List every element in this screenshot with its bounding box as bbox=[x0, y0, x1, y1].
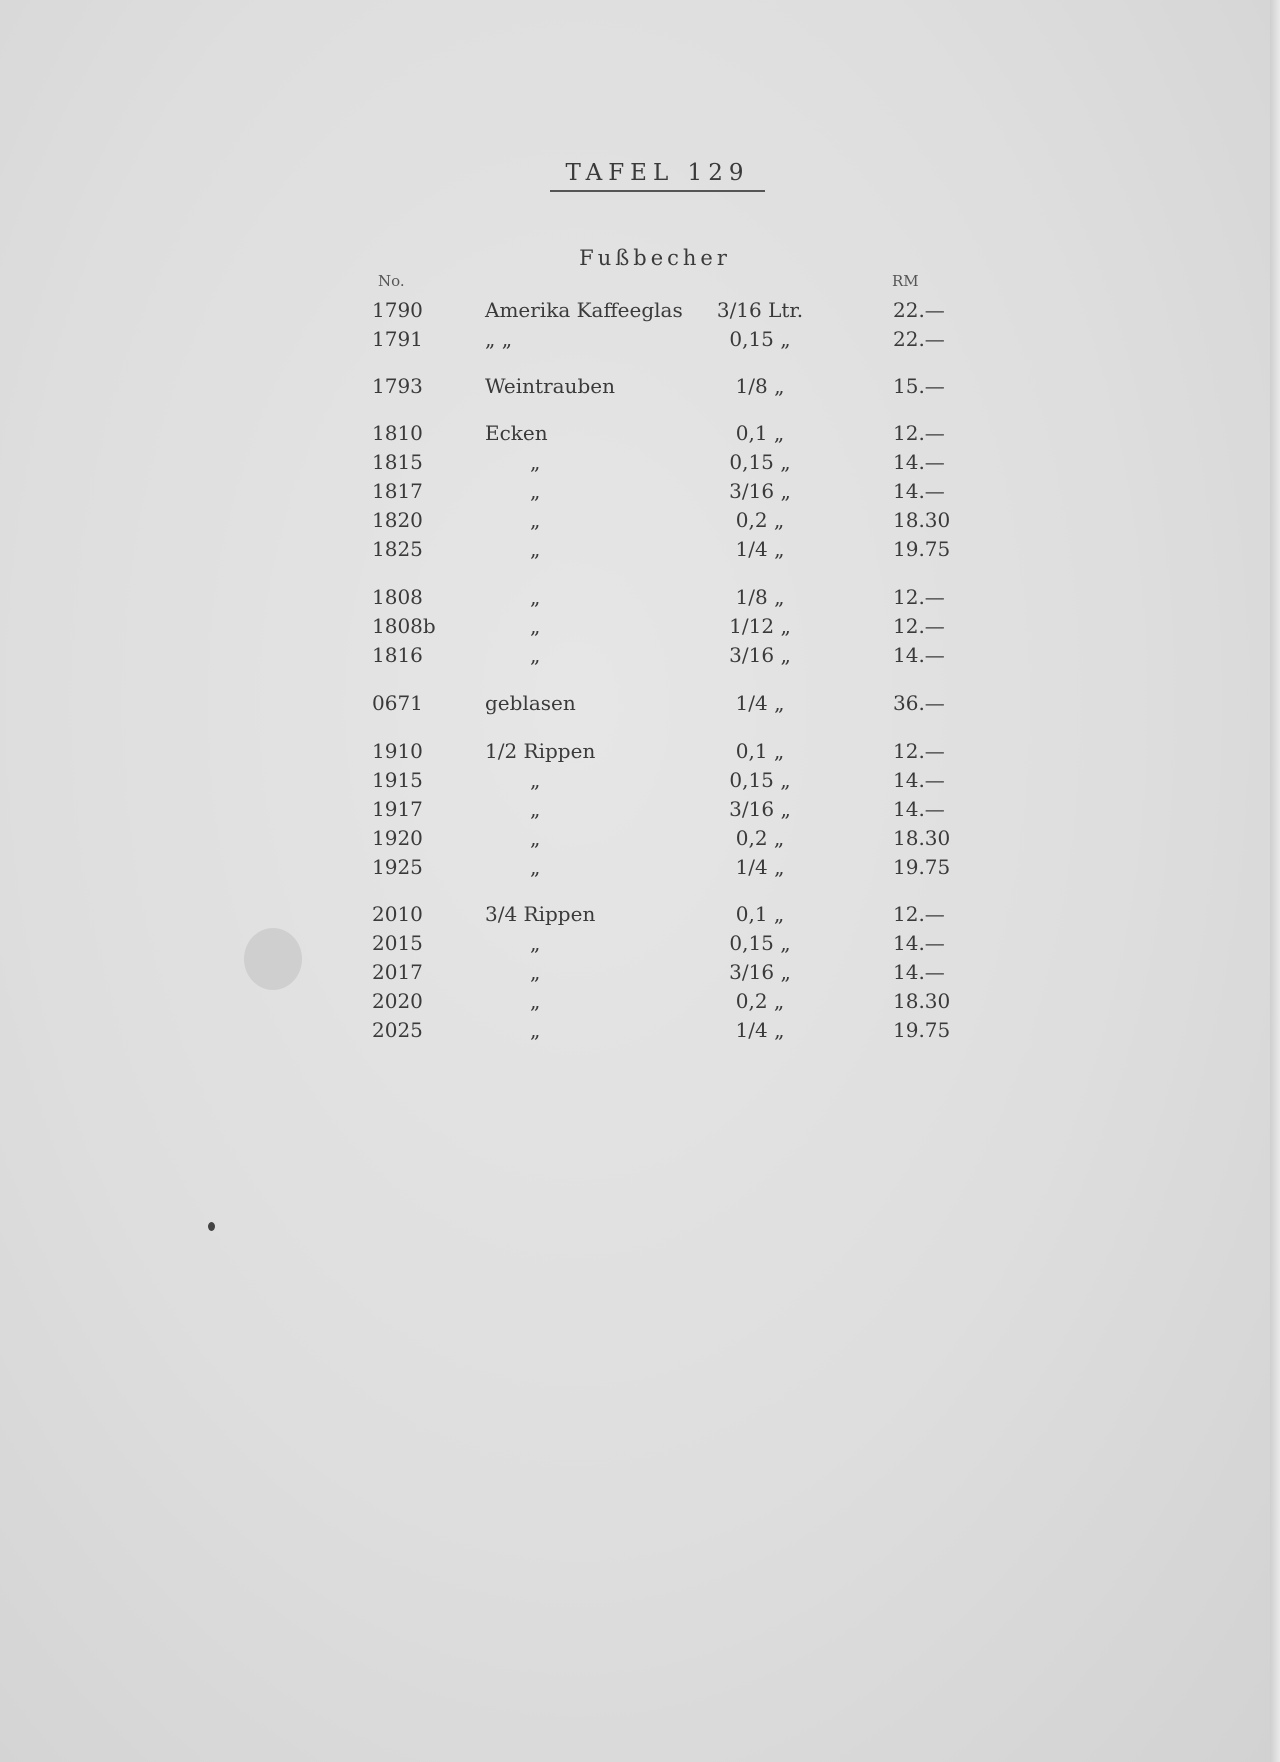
item-description: „ bbox=[530, 855, 541, 879]
item-description: „ bbox=[530, 1018, 541, 1042]
item-number: 1810 bbox=[372, 421, 423, 445]
table-row bbox=[0, 739, 1280, 769]
item-price: 19.75 bbox=[893, 1018, 951, 1042]
item-description: 1/2 Rippen bbox=[485, 739, 596, 763]
item-volume: 0,2 „ bbox=[735, 989, 785, 1013]
item-description: „ bbox=[530, 585, 541, 609]
item-volume: 0,15 „ bbox=[729, 327, 791, 351]
item-price: 12.— bbox=[893, 614, 945, 638]
item-number: 1808b bbox=[372, 614, 436, 638]
item-description: „ bbox=[530, 989, 541, 1013]
item-price: 22.— bbox=[893, 327, 945, 351]
item-number: 2020 bbox=[372, 989, 423, 1013]
item-description: „ bbox=[530, 960, 541, 984]
table-row bbox=[0, 374, 1280, 404]
item-number: 2015 bbox=[372, 931, 423, 955]
item-description: „ bbox=[530, 643, 541, 667]
item-description: „ bbox=[530, 797, 541, 821]
table-row bbox=[0, 585, 1280, 615]
table-row bbox=[0, 614, 1280, 644]
item-volume: 0,1 „ bbox=[735, 421, 785, 445]
item-number: 1790 bbox=[372, 298, 423, 322]
item-number: 1815 bbox=[372, 450, 423, 474]
table-row bbox=[0, 508, 1280, 538]
column-header-price: RM bbox=[892, 272, 919, 290]
item-price: 12.— bbox=[893, 585, 945, 609]
item-description: „ bbox=[530, 614, 541, 638]
table-row bbox=[0, 479, 1280, 509]
item-description: Weintrauben bbox=[485, 374, 615, 398]
item-number: 2025 bbox=[372, 1018, 423, 1042]
table-row bbox=[0, 537, 1280, 567]
item-price: 22.— bbox=[893, 298, 945, 322]
item-volume: 3/16 „ bbox=[729, 797, 791, 821]
item-description: 3/4 Rippen bbox=[485, 902, 596, 926]
table-row bbox=[0, 327, 1280, 357]
item-volume: 0,1 „ bbox=[735, 902, 785, 926]
item-number: 1925 bbox=[372, 855, 423, 879]
page-title: TAFEL 129 bbox=[550, 160, 765, 192]
item-price: 14.— bbox=[893, 797, 945, 821]
item-number: 1917 bbox=[372, 797, 423, 821]
item-volume: 0,2 „ bbox=[735, 826, 785, 850]
table-row bbox=[0, 421, 1280, 451]
table-row bbox=[0, 1018, 1280, 1048]
item-number: 1793 bbox=[372, 374, 423, 398]
table-row bbox=[0, 826, 1280, 856]
item-price: 19.75 bbox=[893, 537, 951, 561]
item-number: 1808 bbox=[372, 585, 423, 609]
item-volume: 0,15 „ bbox=[729, 450, 791, 474]
item-price: 18.30 bbox=[893, 508, 951, 532]
item-volume: 1/4 „ bbox=[735, 1018, 785, 1042]
item-volume: 1/4 „ bbox=[735, 691, 785, 715]
table-row bbox=[0, 855, 1280, 885]
item-price: 14.— bbox=[893, 768, 945, 792]
item-price: 14.— bbox=[893, 960, 945, 984]
item-description: geblasen bbox=[485, 691, 576, 715]
item-volume: 0,15 „ bbox=[729, 768, 791, 792]
table-row bbox=[0, 691, 1280, 721]
item-volume: 1/4 „ bbox=[735, 855, 785, 879]
item-volume: 1/4 „ bbox=[735, 537, 785, 561]
item-price: 18.30 bbox=[893, 989, 951, 1013]
item-volume: 3/16 „ bbox=[729, 643, 791, 667]
item-price: 36.— bbox=[893, 691, 945, 715]
item-volume: 0,1 „ bbox=[735, 739, 785, 763]
item-volume: 1/8 „ bbox=[735, 374, 785, 398]
item-volume: 0,2 „ bbox=[735, 508, 785, 532]
item-description: „ bbox=[530, 450, 541, 474]
item-number: 2010 bbox=[372, 902, 423, 926]
item-description: Amerika Kaffeeglas bbox=[485, 298, 683, 322]
section-title: Fußbecher bbox=[579, 246, 731, 270]
table-row bbox=[0, 902, 1280, 932]
item-price: 12.— bbox=[893, 739, 945, 763]
table-row bbox=[0, 989, 1280, 1019]
table-row bbox=[0, 643, 1280, 673]
item-number: 2017 bbox=[372, 960, 423, 984]
item-description: „ bbox=[530, 537, 541, 561]
column-header-no: No. bbox=[378, 272, 405, 290]
item-description: „ bbox=[530, 479, 541, 503]
item-description: Ecken bbox=[485, 421, 548, 445]
item-volume: 3/16 „ bbox=[729, 479, 791, 503]
table-row bbox=[0, 298, 1280, 328]
item-price: 19.75 bbox=[893, 855, 951, 879]
item-volume: 1/8 „ bbox=[735, 585, 785, 609]
item-price: 14.— bbox=[893, 643, 945, 667]
item-volume: 3/16 „ bbox=[729, 960, 791, 984]
item-number: 1820 bbox=[372, 508, 423, 532]
item-volume: 1/12 „ bbox=[729, 614, 791, 638]
item-number: 1817 bbox=[372, 479, 423, 503]
item-number: 1825 bbox=[372, 537, 423, 561]
item-volume: 3/16 Ltr. bbox=[716, 298, 804, 322]
item-number: 1910 bbox=[372, 739, 423, 763]
item-price: 14.— bbox=[893, 931, 945, 955]
table-row bbox=[0, 450, 1280, 480]
item-price: 14.— bbox=[893, 479, 945, 503]
item-number: 1915 bbox=[372, 768, 423, 792]
table-row bbox=[0, 960, 1280, 990]
item-volume: 0,15 „ bbox=[729, 931, 791, 955]
table-row bbox=[0, 768, 1280, 798]
item-description: „ „ bbox=[485, 327, 513, 351]
item-number: 1816 bbox=[372, 643, 423, 667]
item-number: 1920 bbox=[372, 826, 423, 850]
item-description: „ bbox=[530, 768, 541, 792]
item-description: „ bbox=[530, 508, 541, 532]
table-row bbox=[0, 931, 1280, 961]
item-price: 18.30 bbox=[893, 826, 951, 850]
item-price: 15.— bbox=[893, 374, 945, 398]
item-price: 12.— bbox=[893, 902, 945, 926]
item-price: 14.— bbox=[893, 450, 945, 474]
item-price: 12.— bbox=[893, 421, 945, 445]
item-number: 1791 bbox=[372, 327, 423, 351]
item-description: „ bbox=[530, 931, 541, 955]
item-description: „ bbox=[530, 826, 541, 850]
table-row bbox=[0, 797, 1280, 827]
item-number: 0671 bbox=[372, 691, 423, 715]
